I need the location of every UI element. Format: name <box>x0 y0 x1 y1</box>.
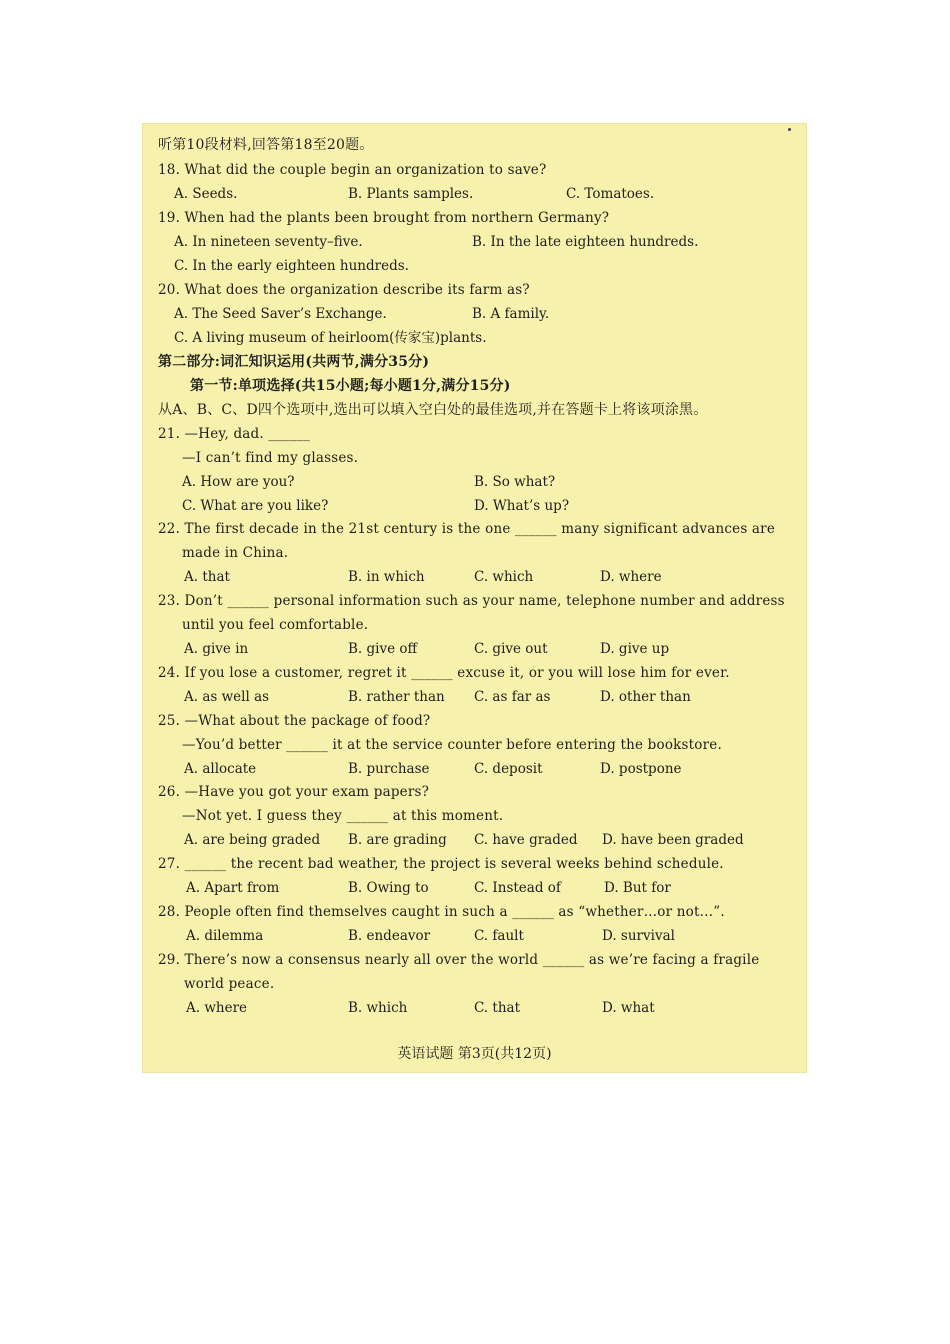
question-23: 23. Don’t ______ personal information such as your name, telephone number and address <box>158 593 785 609</box>
question-26-line2: —Not yet. I guess they ______ at this moment. <box>182 808 504 824</box>
q29-option-d: D. what <box>602 1000 655 1016</box>
section1-title: 第一节:单项选择(共15小题;每小题1分,满分15分) <box>190 378 511 394</box>
q29-option-a: A. where <box>186 1000 248 1016</box>
question-20: 20. What does the organization describe its farm as? <box>158 282 530 298</box>
q25-option-d: D. postpone <box>600 761 682 777</box>
q24-option-c: C. as far as <box>474 689 551 705</box>
question-29-line2: world peace. <box>184 976 275 992</box>
q19-option-b: B. In the late eighteen hundreds. <box>472 234 699 250</box>
q21-option-b: B. So what? <box>474 474 556 490</box>
q22-option-a: A. that <box>184 569 230 585</box>
listening-header: 听第10段材料,回答第18至20题。 <box>158 137 374 153</box>
page-footer: 英语试题 第3页(共12页) <box>397 1046 552 1062</box>
question-27: 27. ______ the recent bad weather, the project is several weeks behind schedule. <box>158 856 724 872</box>
question-18: 18. What did the couple begin an organization to save? <box>158 162 547 178</box>
question-25-line2: —You’d better ______ it at the service counter before entering the bookstore. <box>182 737 722 753</box>
q24-option-d: D. other than <box>600 689 691 705</box>
q25-option-c: C. deposit <box>474 761 543 777</box>
question-19: 19. When had the plants been brought from northern Germany? <box>158 210 610 226</box>
question-21: 21. —Hey, dad. ______ <box>158 426 311 442</box>
q26-option-d: D. have been graded <box>602 832 744 848</box>
q25-option-b: B. purchase <box>348 761 430 777</box>
question-22: 22. The first decade in the 21st century is the one ______ many significant advances are <box>158 521 776 537</box>
q26-option-c: C. have graded <box>474 832 578 848</box>
q26-option-b: B. are grading <box>348 832 447 848</box>
q25-option-a: A. allocate <box>184 761 257 777</box>
q29-option-c: C. that <box>474 1000 521 1016</box>
q21-option-a: A. How are you? <box>182 474 295 490</box>
question-23-line2: until you feel comfortable. <box>182 617 369 633</box>
q28-option-c: C. fault <box>474 928 524 944</box>
q29-option-b: B. which <box>348 1000 408 1016</box>
q18-option-a: A. Seeds. <box>174 186 238 202</box>
scan-speck <box>788 128 791 131</box>
question-24: 24. If you lose a customer, regret it ______ excuse it, or you will lose him for ever. <box>158 665 730 681</box>
q28-option-b: B. endeavor <box>348 928 431 944</box>
q19-option-c: C. In the early eighteen hundreds. <box>174 258 409 274</box>
q27-option-c: C. Instead of <box>474 880 561 896</box>
q27-option-d: D. But for <box>604 880 671 896</box>
question-26: 26. —Have you got your exam papers? <box>158 784 430 800</box>
q19-option-a: A. In nineteen seventy–five. <box>174 234 363 250</box>
q22-option-b: B. in which <box>348 569 425 585</box>
question-28: 28. People often find themselves caught in such a ______ as “whether…or not…”. <box>158 904 725 920</box>
q18-option-c: C. Tomatoes. <box>566 186 655 202</box>
q22-option-c: C. which <box>474 569 534 585</box>
q20-option-a: A. The Seed Saver’s Exchange. <box>174 306 387 322</box>
q18-option-b: B. Plants samples. <box>348 186 474 202</box>
q23-option-c: C. give out <box>474 641 548 657</box>
question-22-line2: made in China. <box>182 545 289 561</box>
instructions: 从A、B、C、D四个选项中,选出可以填入空白处的最佳选项,并在答题卡上将该项涂黑。 <box>158 402 708 418</box>
q28-option-d: D. survival <box>602 928 675 944</box>
question-29: 29. There’s now a consensus nearly all over the world ______ as we’re facing a fragile <box>158 952 760 968</box>
q24-option-b: B. rather than <box>348 689 445 705</box>
q21-option-d: D. What’s up? <box>474 498 570 514</box>
part2-title: 第二部分:词汇知识运用(共两节,满分35分) <box>158 354 430 370</box>
exam-page <box>142 123 807 1073</box>
q20-option-b: B. A family. <box>472 306 550 322</box>
q23-option-d: D. give up <box>600 641 670 657</box>
q24-option-a: A. as well as <box>184 689 270 705</box>
q28-option-a: A. dilemma <box>186 928 264 944</box>
q27-option-a: A. Apart from <box>186 880 280 896</box>
q21-option-c: C. What are you like? <box>182 498 329 514</box>
q27-option-b: B. Owing to <box>348 880 429 896</box>
q22-option-d: D. where <box>600 569 662 585</box>
q23-option-a: A. give in <box>184 641 249 657</box>
question-21-line2: —I can’t find my glasses. <box>182 450 359 466</box>
q20-option-c: C. A living museum of heirloom(传家宝)plants. <box>174 330 487 346</box>
question-25: 25. —What about the package of food? <box>158 713 431 729</box>
q26-option-a: A. are being graded <box>184 832 321 848</box>
q23-option-b: B. give off <box>348 641 418 657</box>
